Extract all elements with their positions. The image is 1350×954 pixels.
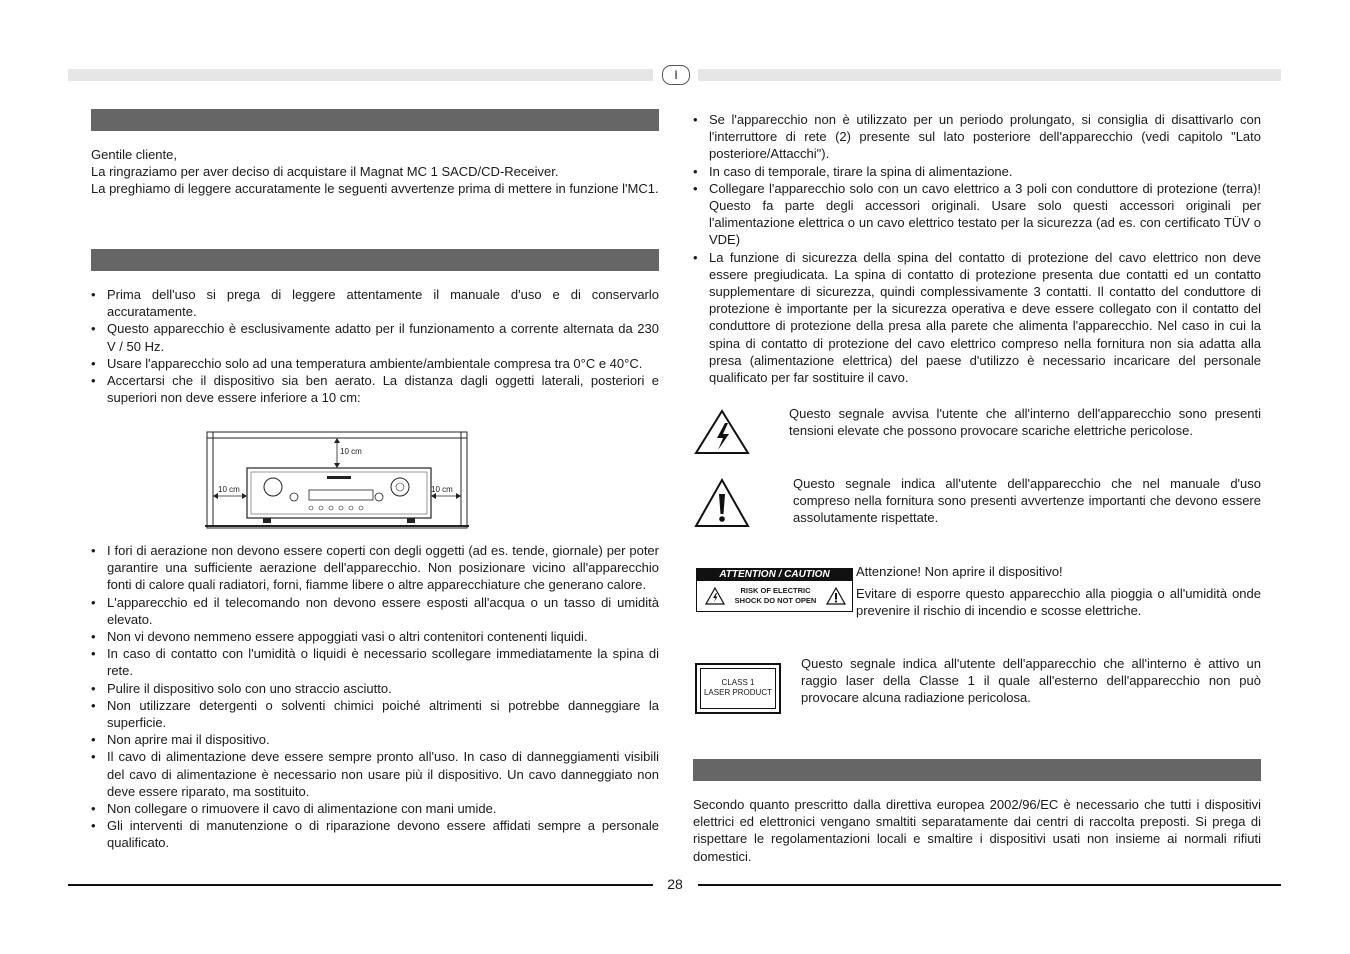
list-item: • Pulire il dispositivo solo con uno straccio asciutto. xyxy=(91,680,659,697)
intro-text xyxy=(91,146,659,198)
footer-line-right xyxy=(698,884,1281,886)
intro-line-1: Gentile cliente, xyxy=(91,147,177,162)
caution-label-line-1: RISK OF ELECTRIC xyxy=(740,586,811,595)
caution-text-2: Evitare di esporre questo apparecchio alla pioggia o all'umidità onde prevenire il rischio di incendio e scosse elettriche. xyxy=(856,586,1261,619)
lightning-sign-text: Questo segnale avvisa l'utente che all'interno dell'apparecchio sono presenti tensioni elevate che possono provocare scariche elettriche pericolose. xyxy=(789,406,1261,439)
list-item: • Accertarsi che il dispositivo sia ben aerato. La distanza dagli oggetti laterali, posteriori e superiori non deve essere inferiore a 10 cm: xyxy=(91,372,659,406)
list-item: • In caso di temporale, tirare la spina di alimentazione. xyxy=(693,163,1261,180)
intro-line-2: La ringraziamo per aver deciso di acquistare il Magnat MC 1 SACD/CD-Receiver. xyxy=(91,164,559,180)
list-item: • Prima dell'uso si prega di leggere attentamente il manuale d'uso e di conservarlo accuratamente. xyxy=(91,286,659,320)
caution-text-1: Attenzione! Non aprire il dispositivo! xyxy=(856,564,1063,579)
caution-label-line-2: SHOCK DO NOT OPEN xyxy=(734,596,817,605)
disposal-text: Secondo quanto prescritto dalla direttiva europea 2002/96/EC è necessario che tutti i dispositivi elettrici ed elettronici vengano smaltiti separatamente dai centri di raccolta preposti. Si prega di rispettare le regolamentazioni locali e smaltire i dispositivi usati non insieme ai normali rifiuti domestici. xyxy=(693,797,1261,864)
footer-line-left xyxy=(68,884,653,886)
list-item: • La funzione di sicurezza della spina del contatto di protezione del cavo elettrico non deve essere pregiudicata. La spina di contatto di protezione presenta due contatti ed un contatto supplementare di sicurezza, quindi complessivamente 3 contatti. Il contatto del conduttore di protezione è importante per la sicurezza operativa e deve essere collegato con il contatto del conduttore di protezione della presa alla parete che alimenta l'apparecchio. Nel caso in cui la spina di contatto di protezione del cavo elettrico compreso nella fornitura non sia adatta alla presa (alimentazione elettrica) del paese d'utilizzo è necessario incaricare del personale qualificato per far sostituire il cavo. xyxy=(693,249,1261,387)
safety-list-1 xyxy=(91,286,659,406)
list-item: • I fori di aerazione non devono essere coperti con degli oggetti (ad es. tende, giornale) per poter garantire una sufficiente aerazione dell'apparecchio. Non posizionare vicino all'apparecchio fonti di calore quali radiatori, forni, fiamme libere o altre apparecchiature che generano calore. xyxy=(91,542,659,594)
ventilation-diagram xyxy=(203,430,471,532)
exclamation-icon xyxy=(826,587,846,605)
laser-label xyxy=(695,663,781,714)
intro-line-3: La preghiamo di leggere accuratamente le seguenti avvertenze prima di mettere in funzione l'MC1. xyxy=(91,181,659,197)
header-bar-right xyxy=(698,69,1281,81)
safety-list-3 xyxy=(693,111,1261,386)
list-item: • Usare l'apparecchio solo ad una temperatura ambiente/ambientale compresa tra 0°C e 40°C. xyxy=(91,355,659,372)
diagram-label-right: 10 cm xyxy=(431,485,453,494)
laser-label-line-1: CLASS 1 xyxy=(721,678,755,687)
list-item: • Non aprire mai il dispositivo. xyxy=(91,731,659,748)
list-item: • Non utilizzare detergenti o solventi chimici poiché altrimenti si potrebbe danneggiare la superficie. xyxy=(91,697,659,731)
list-item: • Non collegare o rimuovere il cavo di alimentazione con mani umide. xyxy=(91,800,659,817)
laser-sign-text: Questo segnale indica all'utente dell'apparecchio che all'interno è attivo un raggio laser della Classe 1 il quale all'esterno dell'apparecchio non può provocare alcuna radiazione pericolosa. xyxy=(801,656,1261,706)
header-bar-left xyxy=(68,69,653,81)
section-header-intro xyxy=(91,109,659,131)
caution-label xyxy=(696,568,853,612)
laser-label-line-2: LASER PRODUCT xyxy=(703,688,772,697)
page-number: 28 xyxy=(667,876,683,892)
list-item: • L'apparecchio ed il telecomando non devono essere esposti all'acqua o un tasso di umidità elevato. xyxy=(91,594,659,628)
diagram-label-left: 10 cm xyxy=(218,485,240,494)
list-item: • Il cavo di alimentazione deve essere sempre pronto all'uso. In caso di danneggiamenti visibili del cavo di alimentazione è necessario non usare più il dispositivo. Un cavo danneggiato non deve essere riparato, ma sostituito. xyxy=(91,748,659,800)
list-item: • Gli interventi di manutenzione o di riparazione devono essere affidati sempre a personale qualificato. xyxy=(91,817,659,851)
exclamation-sign-text: Questo segnale indica all'utente dell'apparecchio che nel manuale d'uso compreso nella fornitura sono presenti avvertenze importanti che devono essere assolutamente rispettate. xyxy=(793,476,1261,526)
list-item: • Collegare l'apparecchio solo con un cavo elettrico a 3 poli con conduttore di protezione (terra)! Questo fa parte degli accessori originali. Usare solo questi accessori originali per l'alimentazione elettrica o un cavo elettrico testato per la sicurezza (ad es. con certificato TÜV o VDE) xyxy=(693,180,1261,249)
language-badge: I xyxy=(662,65,690,85)
list-item: • Se l'apparecchio non è utilizzato per un periodo prolungato, si consiglia di disattivarlo con l'interruttore di rete (2) presente sul lato posteriore dell'apparecchio (vedi capitolo "Lato posteriore/Attacchi"). xyxy=(693,111,1261,163)
lightning-icon xyxy=(705,587,725,605)
list-item: • In caso di contatto con l'umidità o liquidi è necessario scollegare immediatamente la spina di rete. xyxy=(91,645,659,679)
exclamation-warning-icon xyxy=(694,478,750,528)
list-item: • Questo apparecchio è esclusivamente adatto per il funzionamento a corrente alternata da 230 V / 50 Hz. xyxy=(91,320,659,354)
safety-list-2 xyxy=(91,542,659,852)
diagram-label-top: 10 cm xyxy=(340,447,362,456)
caution-label-header: ATTENTION / CAUTION xyxy=(697,569,852,581)
list-item: • Non vi devono nemmeno essere appoggiati vasi o altri contenitori contenenti liquidi. xyxy=(91,628,659,645)
lightning-warning-icon xyxy=(694,409,750,455)
section-header-disposal xyxy=(693,759,1261,781)
section-header-safety xyxy=(91,249,659,271)
